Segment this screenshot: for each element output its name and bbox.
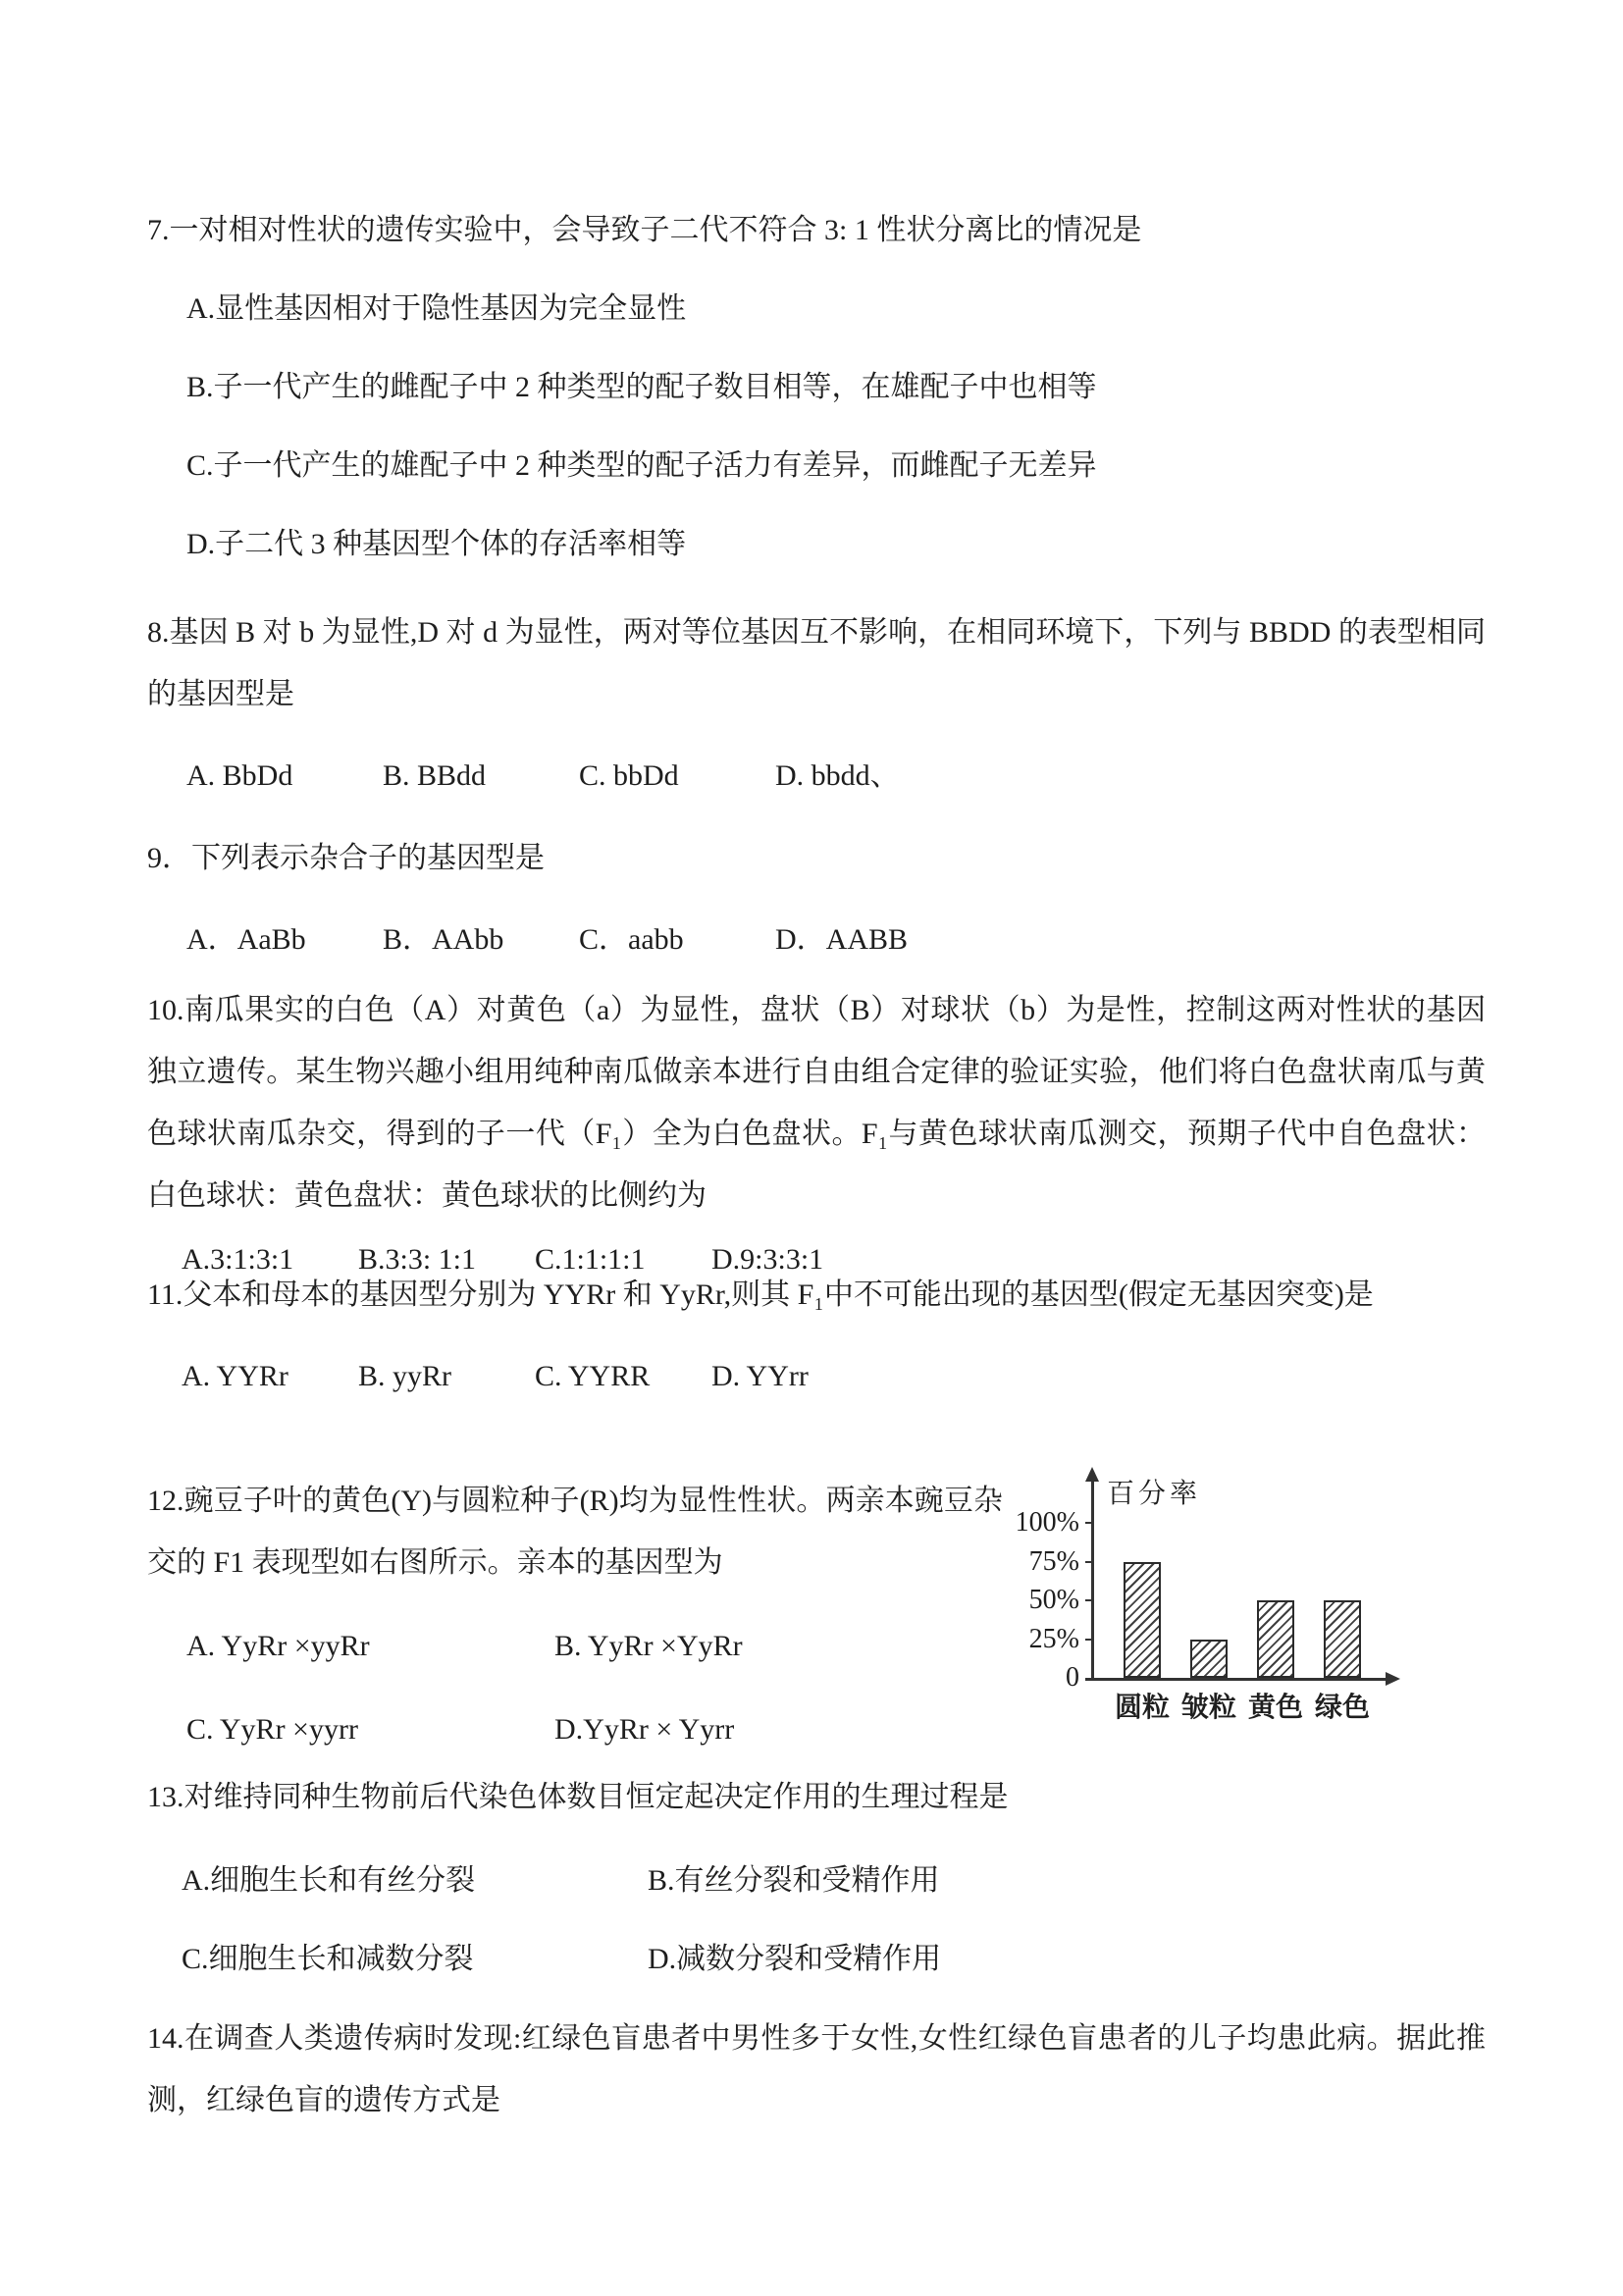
question-14: [147, 2008, 1486, 2131]
y-tick-label: 50%: [1028, 1585, 1079, 1615]
option-b: B.有丝分裂和受精作用: [648, 1864, 940, 1897]
bar-圆粒: [1124, 1562, 1161, 1679]
option-d: D.减数分裂和受精作用: [648, 1943, 942, 1975]
y-tick-label: 0: [1066, 1662, 1079, 1693]
y-tick-mark: [1085, 1639, 1094, 1641]
question-10-stem: 10.南瓜果实的白色（A）对黄色（a）为显性，盘状（B）对球状（b）为是性，控制这两对性状的基因独立遗传。某生物兴趣小组用纯种南瓜做亲本进行自由组合定律的验证实验，他们将白色盘状南瓜与黄色球状南瓜杂交，得到的子一代（F₁）全为白色盘状。F₁与黄色球状南瓜测交，预期子代中自色盘状：白色球状：黄色盘状：黄色球状的比侧约为: [147, 994, 1486, 1212]
option-d: D．AABB: [775, 923, 909, 956]
question-14-stem: 14.在调查人类遗传病时发现:红绿色盲患者中男性多于女性,女性红绿色盲患者的儿子均患此病。据此推测，红绿色盲的遗传方式是: [147, 2022, 1486, 2116]
y-axis-label: 百分率: [1107, 1479, 1202, 1509]
option-b: B.3:3: 1:1: [358, 1243, 477, 1276]
option-c: C. YyRr ×yyrr: [186, 1713, 358, 1746]
option-c: C.1:1:1:1: [535, 1243, 646, 1276]
bar-绿色: [1324, 1600, 1361, 1678]
bar-黄色: [1257, 1600, 1294, 1678]
option-b: B. YyRr ×YyRr: [554, 1630, 743, 1662]
option-d: D. bbdd、: [775, 759, 900, 792]
question-13-options-row-1: [147, 1850, 1486, 1911]
question-12-stem: 12.豌豆子叶的黄色(Y)与圆粒种子(R)均为显性性状。两亲本豌豆杂交的 F1 表现型如右图所示。亲本的基因型为: [147, 1485, 1003, 1579]
question-11: [147, 1264, 1486, 1407]
question-13: [147, 1766, 1486, 1990]
option-a: A.显性基因相对于隐性基因为完全显性: [186, 292, 687, 325]
option-c: C.子一代产生的雄配子中 2 种类型的配子活力有差异，而雌配子无差异: [186, 449, 1097, 482]
x-category-label: 黄色: [1247, 1693, 1303, 1723]
option-a: A.3:1:3:1: [182, 1243, 294, 1276]
y-tick-mark: [1085, 1599, 1094, 1601]
option-c: C. YYRR: [535, 1360, 651, 1392]
question-8-options: [147, 745, 1486, 807]
y-tick-label: 100%: [1015, 1507, 1079, 1538]
option-c: C.细胞生长和减数分裂: [182, 1943, 474, 1975]
question-8-stem: 8.基因 B 对 b 为显性,D 对 d 为显性，两对等位基因互不影响，在相同环境下，下列与 BBDD 的表型相同的基因型是: [147, 616, 1486, 710]
option-b: B．AAbb: [383, 923, 504, 956]
option-c: C. bbDd: [579, 759, 679, 792]
option-a: A. YyRr ×yyRr: [186, 1630, 370, 1662]
question-11-options: [147, 1345, 1486, 1407]
question-13-stem: 13.对维持同种生物前后代染色体数目恒定起决定作用的生理过程是: [147, 1781, 1009, 1813]
bar-皱粒: [1190, 1640, 1228, 1679]
option-a: A. BbDd: [186, 759, 293, 792]
option-a: A．AaBb: [186, 923, 306, 956]
question-7-options: [147, 278, 1486, 575]
question-13-options-row-2: [147, 1928, 1486, 1990]
y-axis: [1091, 1480, 1094, 1680]
x-category-label: 绿色: [1314, 1693, 1370, 1723]
y-tick-mark: [1085, 1561, 1094, 1563]
option-a: A.细胞生长和有丝分裂: [182, 1864, 476, 1897]
option-c: C．aabb: [579, 923, 684, 956]
f1-phenotype-chart: [1009, 1470, 1421, 1740]
option-d: D.YyRr × Yyrr: [554, 1713, 735, 1746]
option-d: D.9:3:3:1: [711, 1243, 824, 1276]
x-axis: [1085, 1678, 1387, 1681]
question-9-stem: 9．下列表示杂合子的基因型是: [147, 842, 545, 874]
question-11-stem: 11.父本和母本的基因型分别为 YYRr 和 YyRr,则其 F₁中不可能出现的基因型(假定无基因突变)是: [147, 1278, 1374, 1311]
option-b: B.子一代产生的雌配子中 2 种类型的配子数目相等，在雄配子中也相等: [186, 371, 1097, 403]
y-tick-mark: [1085, 1522, 1094, 1524]
x-category-label: 圆粒: [1114, 1693, 1170, 1723]
question-8: [147, 601, 1486, 807]
option-d: D. YYrr: [711, 1360, 809, 1392]
y-tick-label: 75%: [1028, 1545, 1079, 1577]
x-category-label: 皱粒: [1180, 1693, 1236, 1723]
y-tick-label: 25%: [1028, 1623, 1079, 1654]
option-d: D.子二代 3 种基因型个体的存活率相等: [186, 528, 687, 560]
question-10: [147, 979, 1486, 1290]
question-7-stem: 7.一对相对性状的遗传实验中，会导致子二代不符合 3: 1 性状分离比的情况是: [147, 214, 1142, 246]
option-b: B. yyRr: [358, 1360, 452, 1392]
question-9: [147, 827, 1486, 970]
question-7: [147, 199, 1486, 575]
option-a: A. YYRr: [182, 1360, 288, 1392]
option-b: B. BBdd: [383, 759, 487, 792]
x-axis-arrow-icon: [1386, 1672, 1400, 1686]
question-9-options: [147, 909, 1486, 970]
